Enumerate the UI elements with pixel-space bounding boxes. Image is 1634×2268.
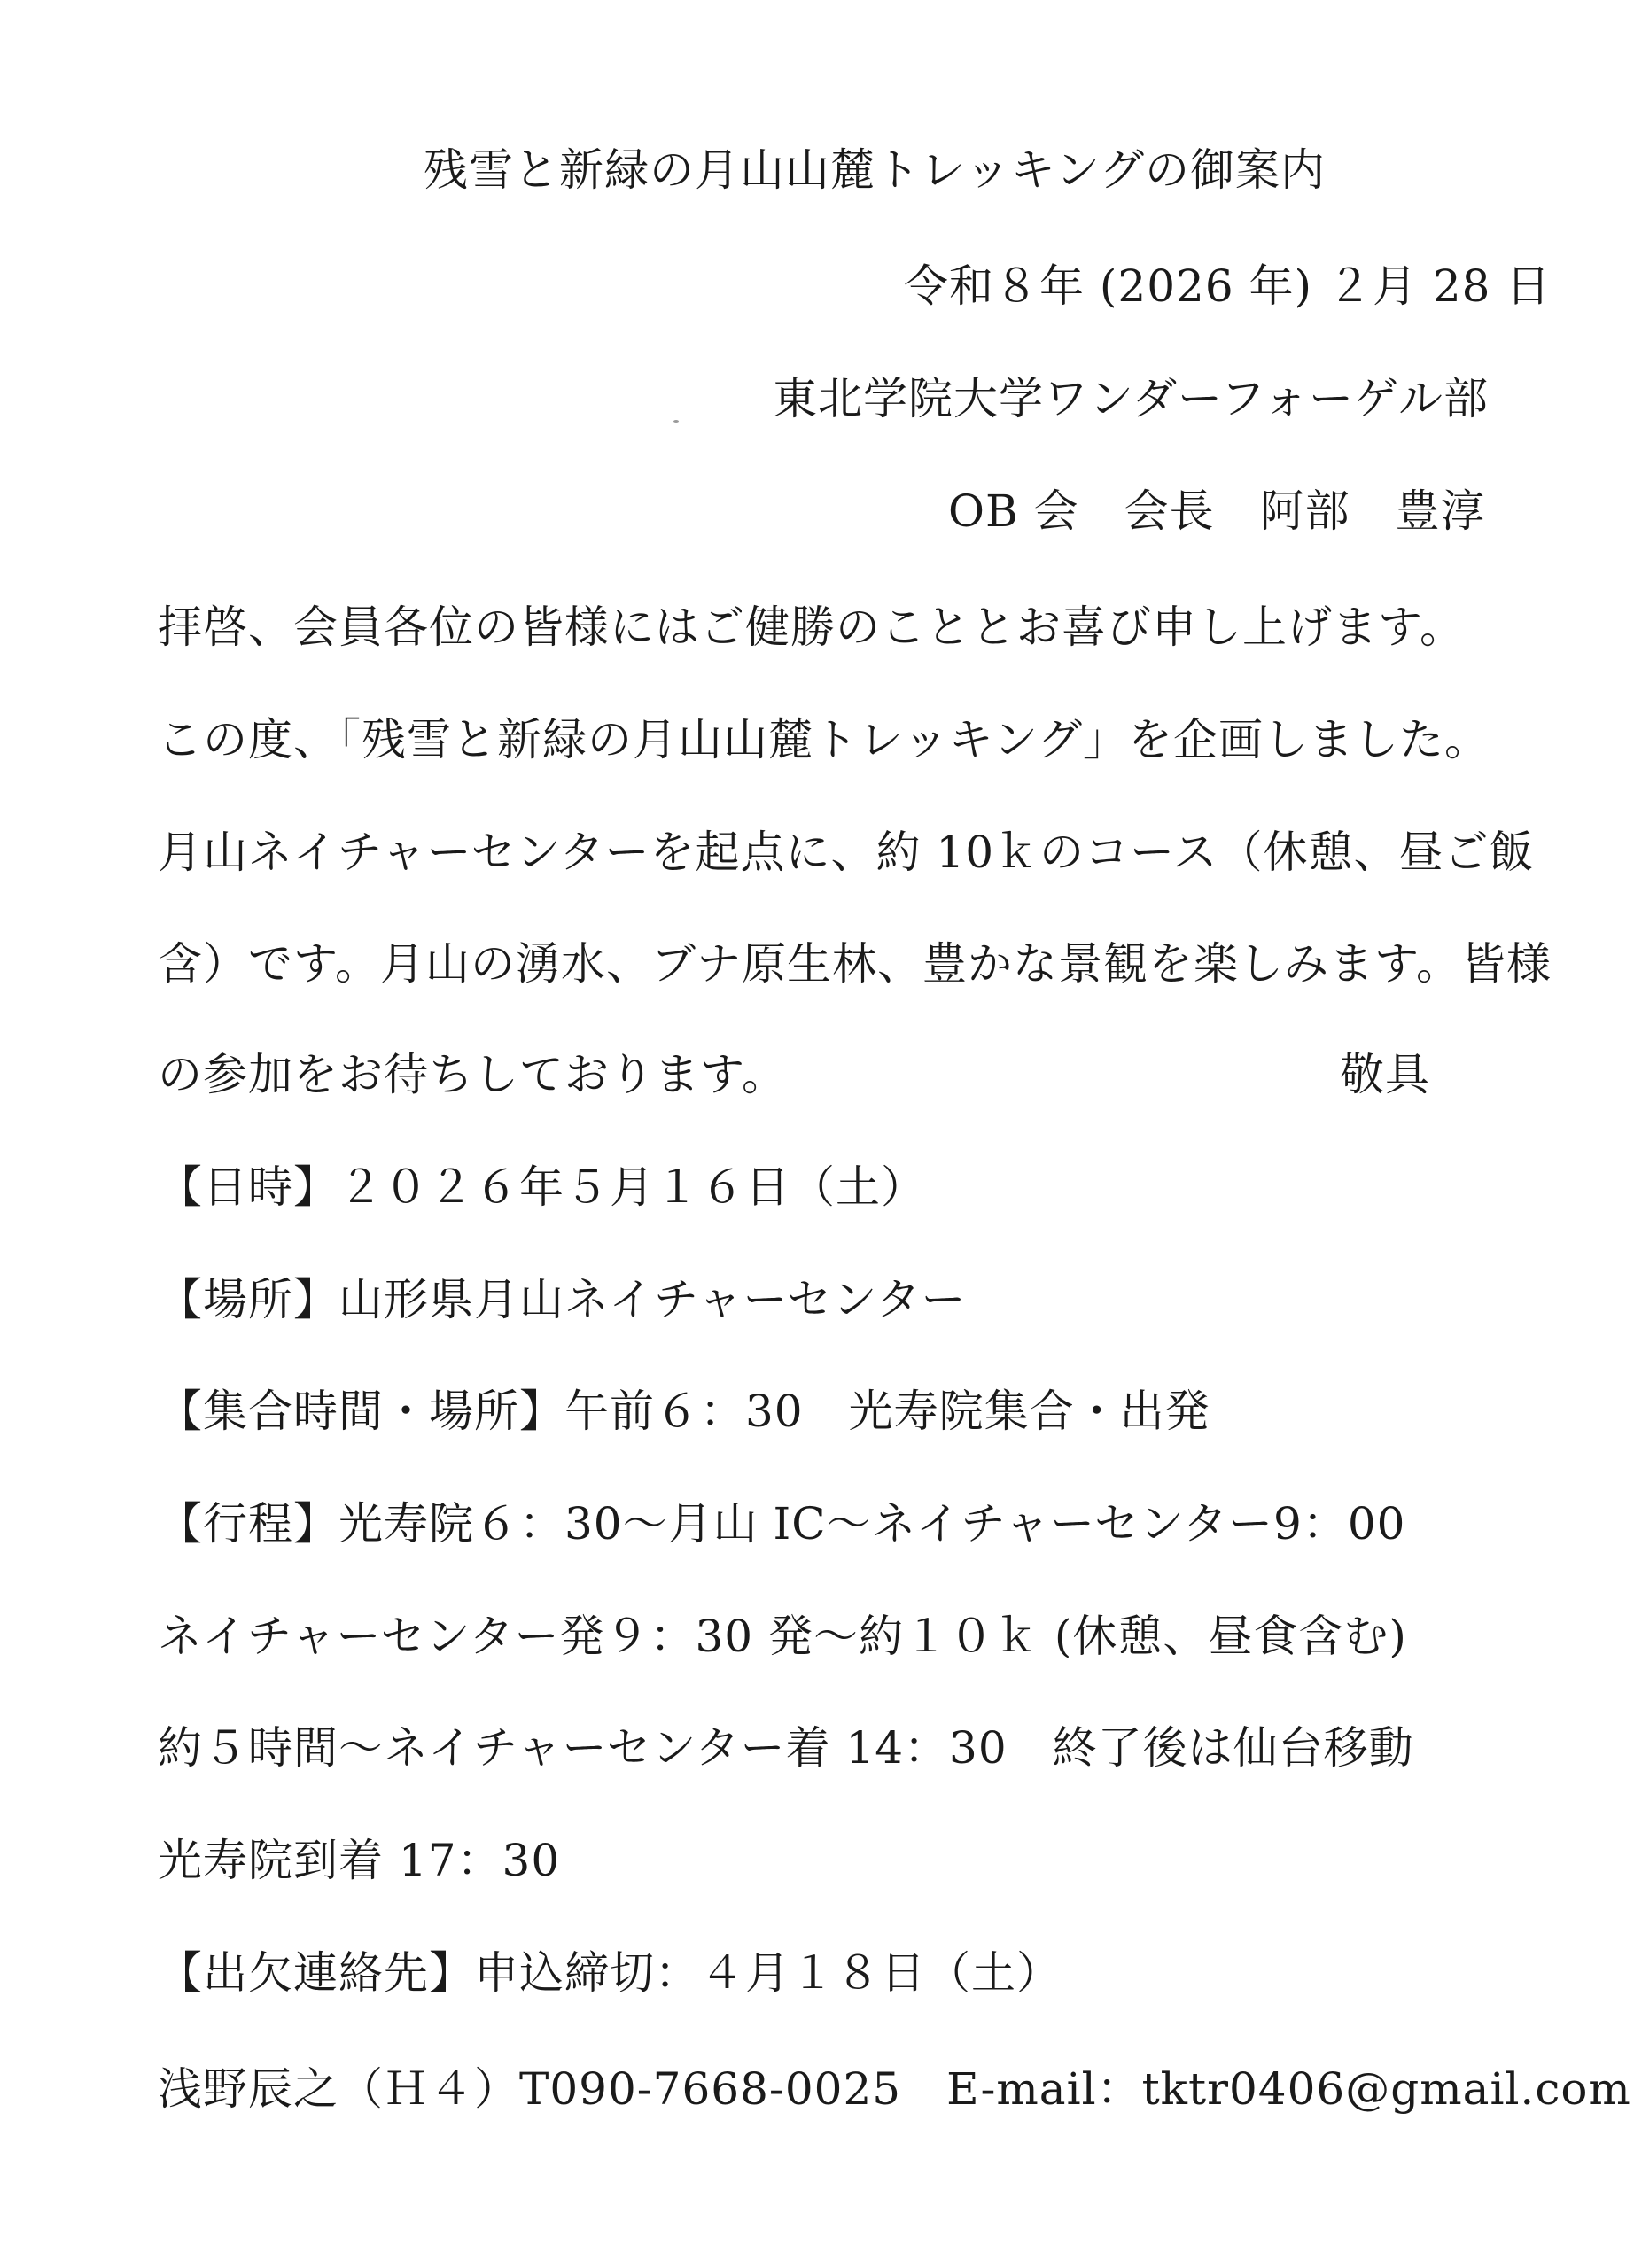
document-title: 残雪と新緑の月山山麓トレッキングの御案内 xyxy=(424,144,1326,196)
body-paragraph-line: この度、「残雪と新緑の月山山麓トレッキング」を企画しました。 xyxy=(158,714,1490,765)
scan-speck xyxy=(673,420,679,423)
body-paragraph-line: の参加をお待ちしております。 xyxy=(158,1049,787,1100)
organization-name: 東北学院大学ワンダーフォーゲル部 xyxy=(773,373,1489,424)
closing-text: 敬具 xyxy=(1340,1049,1430,1100)
detail-datetime: 【日時】２０２６年５月１６日（土） xyxy=(158,1161,926,1213)
body-paragraph-line: 拝啓、会員各位の皆様にはご健勝のこととお喜び申し上げます。 xyxy=(158,602,1465,653)
detail-meeting: 【集合時間・場所】午前６：30 光寿院集合・出発 xyxy=(158,1386,1210,1437)
body-paragraph-line: 月山ネイチャーセンターを起点に、約 10ｋのコース（休憩、昼ご飯 xyxy=(158,827,1535,878)
document-date: 令和８年 (2026 年) ２月 28 日 xyxy=(904,260,1552,312)
detail-itinerary-line: 光寿院到着 17：30 xyxy=(158,1835,561,1886)
sender-name: OB 会 会長 阿部 豊淳 xyxy=(948,485,1486,537)
detail-contact: 【出欠連絡先】申込締切：４月１８日（土） xyxy=(158,1947,1062,1999)
detail-contact-info: 浅野辰之（Ｈ４）T090-7668-0025 E-mail：tktr0406@gmail.com xyxy=(158,2063,1631,2115)
body-paragraph-line: 含）です。月山の湧水、ブナ原生林、豊かな景観を楽しみます。皆様 xyxy=(158,938,1552,990)
detail-itinerary: 【行程】光寿院６：30～月山 IC～ネイチャーセンター9：00 xyxy=(158,1498,1406,1550)
detail-itinerary-line: 約５時間～ネイチャーセンター着 14：30 終了後は仙台移動 xyxy=(158,1722,1414,1774)
detail-itinerary-line: ネイチャーセンター発９：30 発～約１０ｋ (休憩、昼食含む) xyxy=(158,1611,1407,1662)
detail-location: 【場所】山形県月山ネイチャーセンター xyxy=(158,1274,967,1325)
